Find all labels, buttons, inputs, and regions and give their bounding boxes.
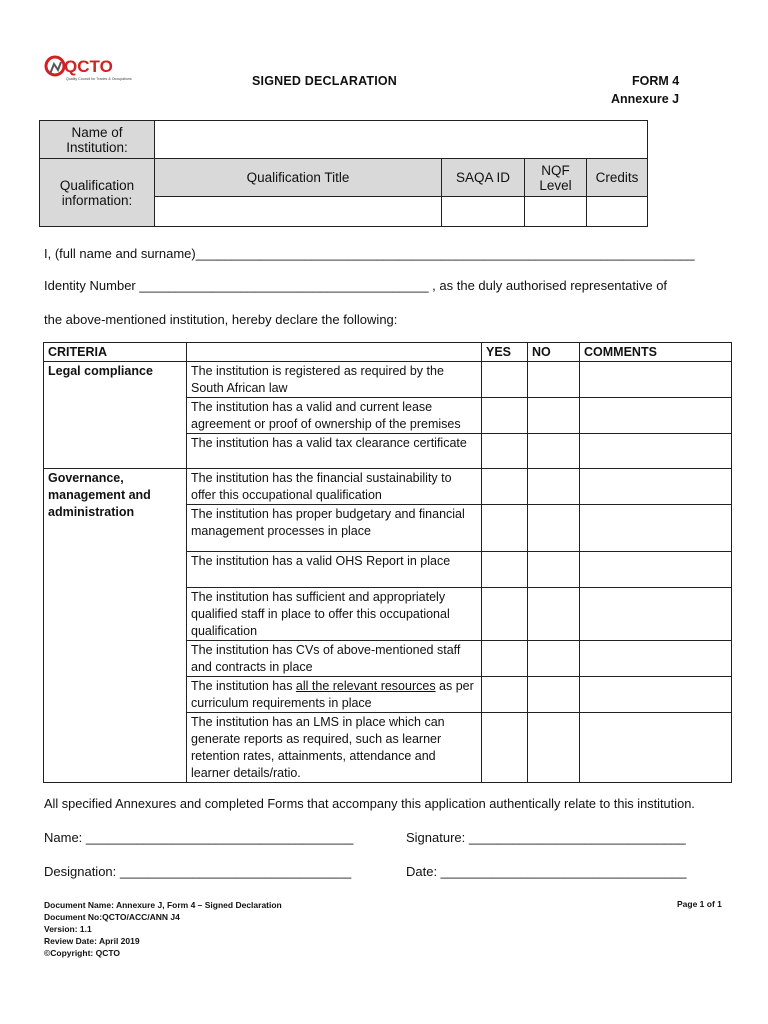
institution-name-label: Name of Institution: bbox=[40, 121, 155, 159]
header-yes: YES bbox=[482, 343, 528, 362]
designation-field[interactable]: Designation: ________________________________ bbox=[44, 864, 352, 879]
col-credits: Credits bbox=[587, 159, 648, 197]
criterion-text: The institution has proper budgetary and financial management processes in place bbox=[187, 505, 482, 552]
comments-cell[interactable] bbox=[580, 588, 732, 641]
yes-cell[interactable] bbox=[482, 469, 528, 505]
signature-field[interactable]: Signature: ______________________________ bbox=[406, 830, 686, 845]
nqf-level-field[interactable] bbox=[525, 197, 587, 227]
category-legal: Legal compliance bbox=[44, 362, 187, 469]
annexure-label: Annexure J bbox=[611, 92, 680, 106]
criterion-text: The institution has a valid OHS Report in place bbox=[187, 552, 482, 588]
criterion-text: The institution has CVs of above-mentioned staff and contracts in place bbox=[187, 641, 482, 677]
col-qualification-title: Qualification Title bbox=[155, 159, 442, 197]
qcto-logo bbox=[44, 52, 134, 86]
yes-cell[interactable] bbox=[482, 398, 528, 434]
yes-cell[interactable] bbox=[482, 713, 528, 783]
no-cell[interactable] bbox=[528, 434, 580, 469]
yes-cell[interactable] bbox=[482, 552, 528, 588]
yes-cell[interactable] bbox=[482, 588, 528, 641]
category-governance: Governance, management and administration bbox=[44, 469, 187, 783]
header-no: NO bbox=[528, 343, 580, 362]
no-cell[interactable] bbox=[528, 398, 580, 434]
col-saqa-id: SAQA ID bbox=[442, 159, 525, 197]
qualification-title-field[interactable] bbox=[155, 197, 442, 227]
logo-text: QCTO bbox=[64, 57, 113, 76]
no-cell[interactable] bbox=[528, 677, 580, 713]
institution-table bbox=[39, 120, 648, 227]
document-footer bbox=[44, 899, 282, 959]
comments-cell[interactable] bbox=[580, 552, 732, 588]
copyright: ©Copyright: QCTO bbox=[44, 948, 120, 958]
identity-number-line[interactable]: Identity Number ________________________________________ , as the duly authorised representative of bbox=[44, 278, 668, 293]
criterion-text: The institution has a valid tax clearance certificate bbox=[187, 434, 482, 469]
no-cell[interactable] bbox=[528, 588, 580, 641]
credits-field[interactable] bbox=[587, 197, 648, 227]
criterion-text: The institution has the financial sustainability to offer this occupational qualification bbox=[187, 469, 482, 505]
authenticity-statement: All specified Annexures and completed Forms that accompany this application authentically relate to this institution. bbox=[44, 796, 695, 811]
criterion-text: The institution has a valid and current lease agreement or proof of ownership of the premises bbox=[187, 398, 482, 434]
comments-cell[interactable] bbox=[580, 469, 732, 505]
header-description bbox=[187, 343, 482, 362]
full-name-line[interactable]: I, (full name and surname)_____________________________________________________________________ bbox=[44, 246, 695, 261]
header-criteria: CRITERIA bbox=[44, 343, 187, 362]
name-field[interactable]: Name: _____________________________________ bbox=[44, 830, 354, 845]
criterion-text: The institution is registered as required by the South African law bbox=[187, 362, 482, 398]
comments-cell[interactable] bbox=[580, 362, 732, 398]
col-nqf-level: NQF Level bbox=[525, 159, 587, 197]
document-name: Document Name: Annexure J, Form 4 – Signed Declaration bbox=[44, 900, 282, 910]
no-cell[interactable] bbox=[528, 505, 580, 552]
comments-cell[interactable] bbox=[580, 505, 732, 552]
comments-cell[interactable] bbox=[580, 434, 732, 469]
resources-underlined: all the relevant resources bbox=[295, 679, 436, 693]
page-title: SIGNED DECLARATION bbox=[252, 74, 398, 88]
comments-cell[interactable] bbox=[580, 677, 732, 713]
comments-cell[interactable] bbox=[580, 713, 732, 783]
header-comments: COMMENTS bbox=[580, 343, 732, 362]
declaration-intro: the above-mentioned institution, hereby declare the following: bbox=[44, 312, 398, 327]
criteria-table bbox=[43, 342, 732, 783]
date-field[interactable]: Date: __________________________________ bbox=[406, 864, 687, 879]
review-date: Review Date: April 2019 bbox=[44, 936, 140, 946]
yes-cell[interactable] bbox=[482, 641, 528, 677]
qualification-info-label: Qualification information: bbox=[40, 159, 155, 227]
form-number: FORM 4 bbox=[632, 74, 680, 88]
saqa-id-field[interactable] bbox=[442, 197, 525, 227]
yes-cell[interactable] bbox=[482, 677, 528, 713]
criterion-text: The institution has sufficient and appropriately qualified staff in place to offer this occupational qualification bbox=[187, 588, 482, 641]
no-cell[interactable] bbox=[528, 552, 580, 588]
no-cell[interactable] bbox=[528, 469, 580, 505]
criterion-text: The institution has an LMS in place which can generate reports as required, such as learner retention rates, attainments, attendance and learner details/ratio. bbox=[187, 713, 482, 783]
criterion-text bbox=[187, 677, 482, 713]
no-cell[interactable] bbox=[528, 362, 580, 398]
yes-cell[interactable] bbox=[482, 434, 528, 469]
yes-cell[interactable] bbox=[482, 362, 528, 398]
table-row bbox=[44, 469, 732, 505]
yes-cell[interactable] bbox=[482, 505, 528, 552]
institution-name-field[interactable] bbox=[155, 121, 648, 159]
comments-cell[interactable] bbox=[580, 641, 732, 677]
comments-cell[interactable] bbox=[580, 398, 732, 434]
table-row bbox=[44, 362, 732, 398]
page-number: Page 1 of 1 bbox=[677, 899, 722, 909]
no-cell[interactable] bbox=[528, 641, 580, 677]
resources-text-post: as per curriculum requirements in place bbox=[191, 679, 474, 710]
resources-text-pre: The institution has bbox=[191, 679, 296, 693]
document-number: Document No:QCTO/ACC/ANN J4 bbox=[44, 912, 180, 922]
no-cell[interactable] bbox=[528, 713, 580, 783]
logo-tagline: Quality Council for Trades & Occupations bbox=[66, 77, 132, 81]
document-version: Version: 1.1 bbox=[44, 924, 92, 934]
criteria-header-row bbox=[44, 343, 732, 362]
